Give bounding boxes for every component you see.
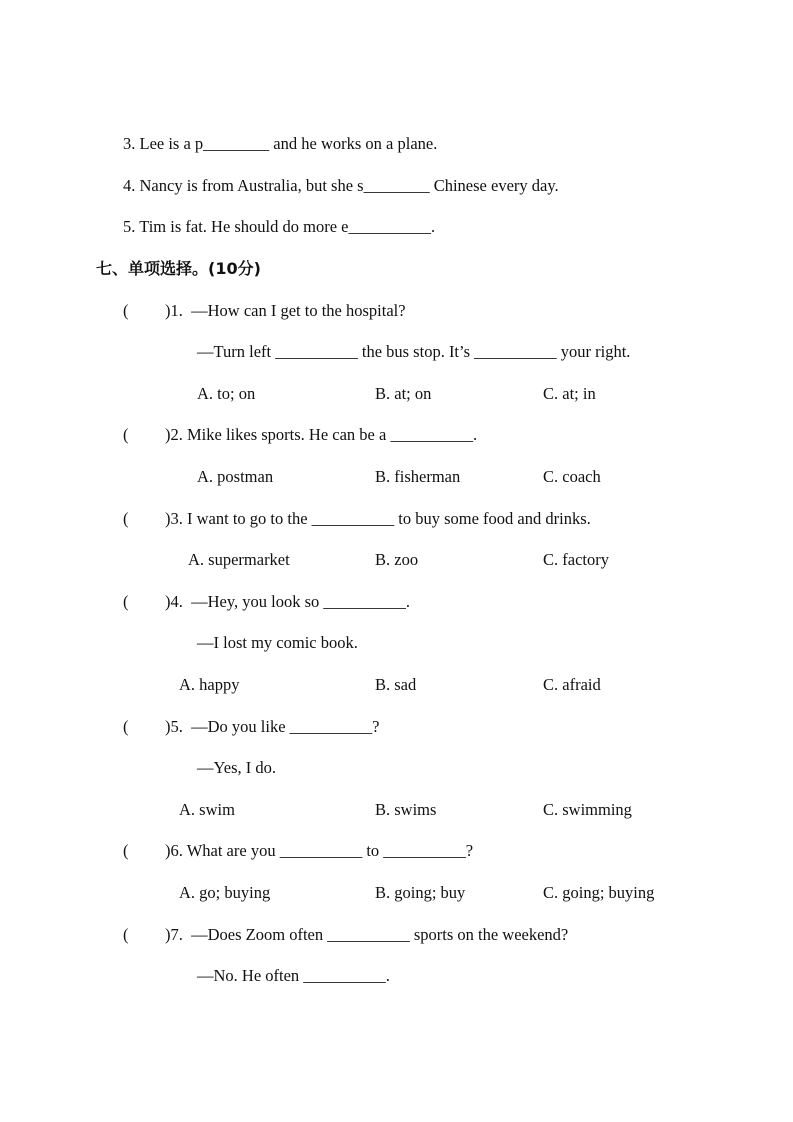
q3-stem: )3. I want to go to the __________ to buy some food and drinks. [165, 509, 591, 528]
q2-option-b: B. fisherman [375, 467, 461, 486]
q5-stem: )5. —Do you like __________? [165, 717, 380, 736]
q6-option-c: C. going; buying [543, 883, 655, 902]
q2-option-c: C. coach [543, 467, 601, 486]
q1-option-b: B. at; on [375, 384, 432, 403]
q2-stem: )2. Mike likes sports. He can be a __________. [165, 425, 478, 444]
answer-paren: ( [123, 301, 129, 320]
q3-option-a: A. supermarket [188, 550, 290, 569]
q6-stem: )6. What are you __________ to __________? [165, 841, 474, 860]
q7-line2: —No. He often __________. [197, 966, 390, 985]
q1-stem: )1. —How can I get to the hospital? [165, 301, 406, 320]
q4-option-a: A. happy [179, 675, 240, 694]
q4-stem: )4. —Hey, you look so __________. [165, 592, 411, 611]
q1-option-c: C. at; in [543, 384, 596, 403]
q1-option-a: A. to; on [197, 384, 256, 403]
answer-paren: ( [123, 925, 129, 944]
fill-item-3: 3. Lee is a p________ and he works on a plane. [123, 134, 438, 153]
section-7-heading: 七、单项选择。(10分) [96, 259, 261, 278]
fill-item-5: 5. Tim is fat. He should do more e__________. [123, 217, 436, 236]
q2-option-a: A. postman [197, 467, 274, 486]
q4-option-c: C. afraid [543, 675, 601, 694]
q1-line2: —Turn left __________ the bus stop. It’s __________ your right. [197, 342, 631, 361]
q3-option-c: C. factory [543, 550, 609, 569]
answer-paren: ( [123, 841, 129, 860]
answer-paren: ( [123, 509, 129, 528]
q4-line2: —I lost my comic book. [197, 633, 358, 652]
answer-paren: ( [123, 717, 129, 736]
answer-paren: ( [123, 592, 129, 611]
q6-option-b: B. going; buy [375, 883, 466, 902]
q5-option-b: B. swims [375, 800, 437, 819]
q6-option-a: A. go; buying [179, 883, 271, 902]
q4-option-b: B. sad [375, 675, 417, 694]
answer-paren: ( [123, 425, 129, 444]
q7-stem: )7. —Does Zoom often __________ sports on the weekend? [165, 925, 569, 944]
fill-item-4: 4. Nancy is from Australia, but she s________ Chinese every day. [123, 176, 559, 195]
q5-option-c: C. swimming [543, 800, 632, 819]
q3-option-b: B. zoo [375, 550, 419, 569]
q5-line2: —Yes, I do. [197, 758, 277, 777]
q5-option-a: A. swim [179, 800, 235, 819]
